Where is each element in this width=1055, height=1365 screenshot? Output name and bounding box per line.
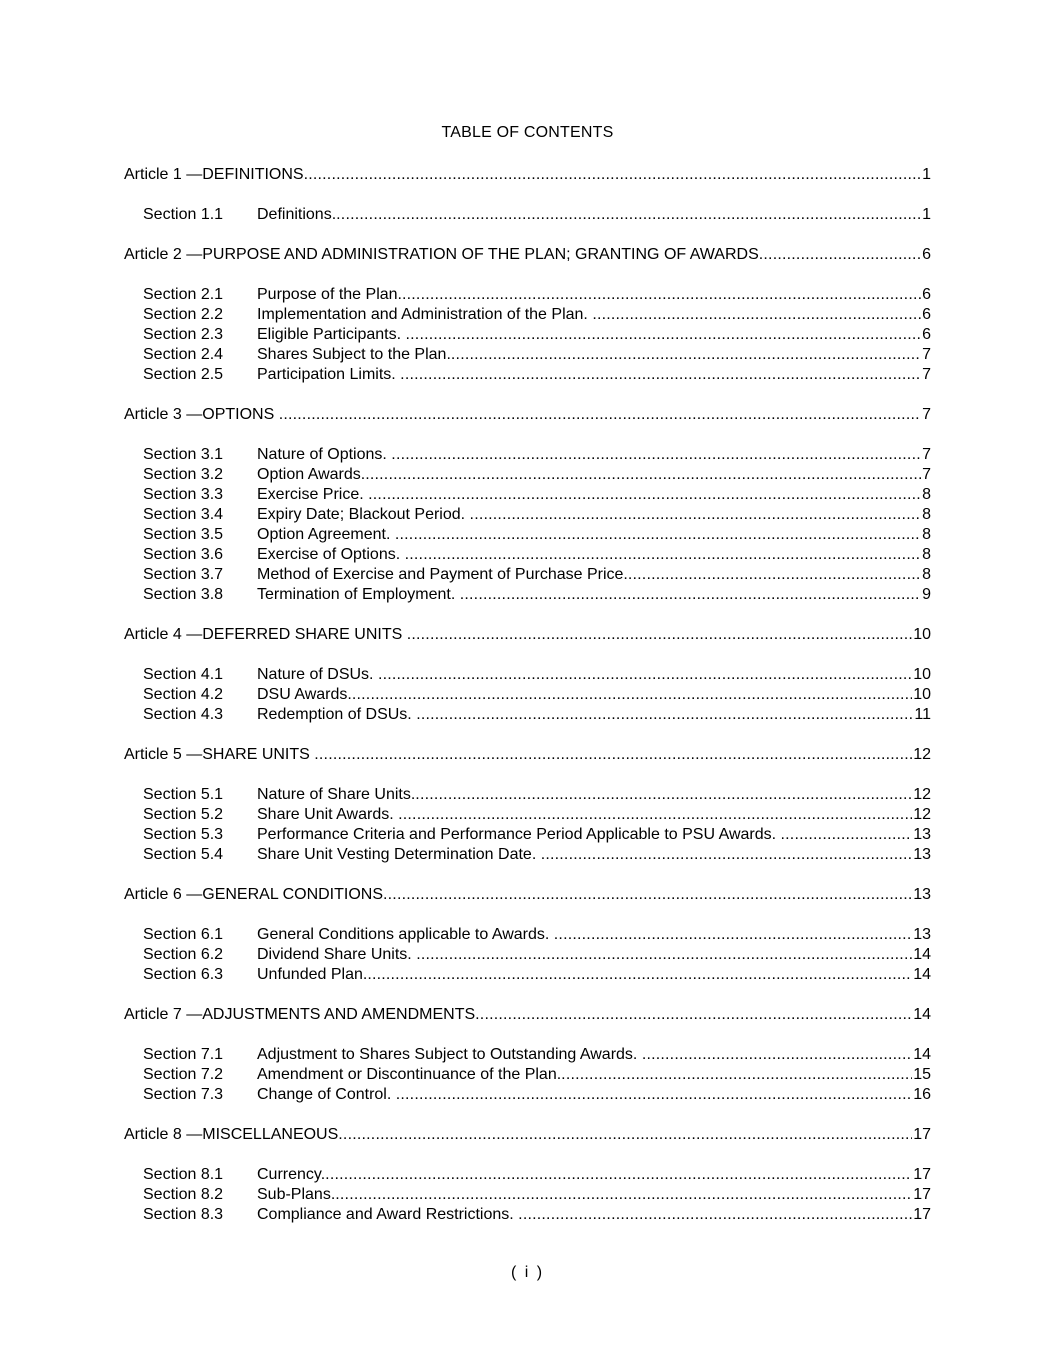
dot-leader bbox=[416, 945, 912, 965]
toc-section-entry[interactable] bbox=[124, 1165, 931, 1185]
page-number: 6 bbox=[922, 286, 931, 303]
section-number: Section 6.1 bbox=[143, 926, 224, 943]
toc-section-entry[interactable] bbox=[124, 1085, 931, 1105]
dot-leader bbox=[335, 1185, 912, 1205]
toc-section-entry[interactable] bbox=[124, 505, 931, 525]
dot-leader bbox=[400, 365, 921, 385]
page-number: 8 bbox=[922, 506, 931, 523]
dot-leader bbox=[561, 1065, 912, 1085]
section-list bbox=[124, 1045, 931, 1105]
dot-leader bbox=[759, 245, 921, 265]
toc-section-entry[interactable] bbox=[124, 565, 931, 585]
page-number: 13 bbox=[913, 846, 931, 863]
page-number: 8 bbox=[922, 566, 931, 583]
section-number: Section 8.3 bbox=[143, 1206, 224, 1223]
toc-article-entry[interactable] bbox=[124, 405, 931, 425]
toc-article-entry[interactable] bbox=[124, 885, 931, 905]
section-list bbox=[124, 445, 931, 605]
section-number: Section 1.1 bbox=[143, 206, 224, 223]
dot-leader bbox=[325, 1165, 912, 1185]
article-title: Article 2 —PURPOSE AND ADMINISTRATION OF THE PLAN; GRANTING OF AWARDS bbox=[124, 246, 759, 263]
page-number: 17 bbox=[913, 1166, 931, 1183]
section-title: Definitions. bbox=[257, 206, 337, 223]
section-title: Method of Exercise and Payment of Purchase Price. bbox=[257, 566, 628, 583]
dot-leader bbox=[383, 885, 912, 905]
section-number: Section 3.4 bbox=[143, 506, 224, 523]
page-number: 8 bbox=[922, 546, 931, 563]
section-list bbox=[124, 285, 931, 385]
toc-article-entry[interactable] bbox=[124, 245, 931, 265]
toc-article-entry[interactable] bbox=[124, 1125, 931, 1145]
dot-leader bbox=[368, 485, 921, 505]
toc-section-entry[interactable] bbox=[124, 445, 931, 465]
article-title: Article 8 —MISCELLANEOUS bbox=[124, 1126, 339, 1143]
section-title: General Conditions applicable to Awards. bbox=[257, 926, 554, 943]
toc-section-entry[interactable] bbox=[124, 465, 931, 485]
page-number: 6 bbox=[922, 306, 931, 323]
section-title: Sub-Plans. bbox=[257, 1186, 336, 1203]
page-number: 13 bbox=[913, 886, 931, 903]
dot-leader bbox=[367, 965, 912, 985]
dot-leader bbox=[415, 785, 912, 805]
section-number: Section 6.3 bbox=[143, 966, 224, 983]
page-number: 8 bbox=[922, 486, 931, 503]
section-number: Section 2.3 bbox=[143, 326, 224, 343]
page-number: 6 bbox=[922, 246, 931, 263]
section-list bbox=[124, 785, 931, 865]
section-number: Section 8.1 bbox=[143, 1166, 224, 1183]
section-number: Section 2.5 bbox=[143, 366, 224, 383]
section-number: Section 4.3 bbox=[143, 706, 224, 723]
section-title: Currency. bbox=[257, 1166, 326, 1183]
page-number: 7 bbox=[922, 366, 931, 383]
page-number: 12 bbox=[913, 746, 931, 763]
toc-section-entry[interactable] bbox=[124, 285, 931, 305]
dot-leader bbox=[470, 505, 922, 525]
section-list bbox=[124, 665, 931, 725]
section-number: Section 7.3 bbox=[143, 1086, 224, 1103]
section-title: DSU Awards. bbox=[257, 686, 352, 703]
table-of-contents bbox=[124, 165, 931, 1245]
section-title: Change of Control. bbox=[257, 1086, 396, 1103]
section-title: Compliance and Award Restrictions. bbox=[257, 1206, 519, 1223]
dot-leader bbox=[642, 1045, 912, 1065]
section-number: Section 2.2 bbox=[143, 306, 224, 323]
dot-leader bbox=[365, 465, 921, 485]
page-number: 7 bbox=[922, 346, 931, 363]
toc-section-entry[interactable] bbox=[124, 545, 931, 565]
dot-leader bbox=[396, 1085, 912, 1105]
page-number: 7 bbox=[922, 446, 931, 463]
section-title: Share Unit Awards. bbox=[257, 806, 399, 823]
dot-leader bbox=[391, 445, 921, 465]
toc-section-entry[interactable] bbox=[124, 1185, 931, 1205]
page-number: 10 bbox=[913, 626, 931, 643]
toc-section-entry[interactable] bbox=[124, 1205, 931, 1225]
section-title: Amendment or Discontinuance of the Plan. bbox=[257, 1066, 562, 1083]
toc-section-entry[interactable] bbox=[124, 705, 931, 725]
article-title: Article 1 —DEFINITIONS bbox=[124, 166, 304, 183]
page-number: 1 bbox=[922, 206, 931, 223]
page-number: 1 bbox=[922, 166, 931, 183]
page-number: 8 bbox=[922, 526, 931, 543]
dot-leader bbox=[416, 705, 913, 725]
toc-section-entry[interactable] bbox=[124, 925, 931, 945]
article-title: Article 5 —SHARE UNITS bbox=[124, 746, 315, 763]
page-number: 10 bbox=[913, 666, 931, 683]
dot-leader bbox=[451, 345, 921, 365]
page-number: 9 bbox=[922, 586, 931, 603]
dot-leader bbox=[781, 825, 913, 845]
toc-section-entry[interactable] bbox=[124, 685, 931, 705]
dot-leader bbox=[338, 1125, 912, 1145]
dot-leader bbox=[518, 1205, 912, 1225]
section-number: Section 3.7 bbox=[143, 566, 224, 583]
page-number: 13 bbox=[913, 926, 931, 943]
section-title: Adjustment to Shares Subject to Outstanding Awards. bbox=[257, 1046, 642, 1063]
section-number: Section 4.2 bbox=[143, 686, 224, 703]
page-number: 15 bbox=[913, 1066, 931, 1083]
toc-section-entry[interactable] bbox=[124, 205, 931, 225]
page-number: 7 bbox=[922, 466, 931, 483]
dot-leader bbox=[395, 525, 921, 545]
section-title: Eligible Participants. bbox=[257, 326, 406, 343]
section-title: Termination of Employment. bbox=[257, 586, 460, 603]
section-title: Unfunded Plan. bbox=[257, 966, 368, 983]
dot-leader bbox=[314, 745, 912, 765]
dot-leader bbox=[475, 1005, 912, 1025]
section-number: Section 6.2 bbox=[143, 946, 224, 963]
section-list bbox=[124, 925, 931, 985]
toc-section-entry[interactable] bbox=[124, 325, 931, 345]
toc-section-entry[interactable] bbox=[124, 305, 931, 325]
section-title: Exercise Price. bbox=[257, 486, 369, 503]
section-number: Section 2.1 bbox=[143, 286, 224, 303]
section-number: Section 3.8 bbox=[143, 586, 224, 603]
section-title: Redemption of DSUs. bbox=[257, 706, 417, 723]
toc-article-entry[interactable] bbox=[124, 1005, 931, 1025]
section-number: Section 3.6 bbox=[143, 546, 224, 563]
page-number: 10 bbox=[913, 686, 931, 703]
page-number: 7 bbox=[922, 406, 931, 423]
dot-leader bbox=[405, 545, 921, 565]
section-number: Section 5.3 bbox=[143, 826, 224, 843]
section-title: Dividend Share Units. bbox=[257, 946, 417, 963]
article-title: Article 3 —OPTIONS bbox=[124, 406, 279, 423]
section-number: Section 5.2 bbox=[143, 806, 224, 823]
section-title: Shares Subject to the Plan. bbox=[257, 346, 451, 363]
dot-leader bbox=[406, 325, 922, 345]
section-list bbox=[124, 1165, 931, 1225]
section-number: Section 7.2 bbox=[143, 1066, 224, 1083]
dot-leader bbox=[541, 845, 913, 865]
dot-leader bbox=[378, 665, 912, 685]
section-title: Implementation and Administration of the Plan. bbox=[257, 306, 593, 323]
section-title: Option Awards. bbox=[257, 466, 366, 483]
toc-article-entry[interactable] bbox=[124, 625, 931, 645]
page-number: 12 bbox=[913, 806, 931, 823]
page-number: 16 bbox=[913, 1086, 931, 1103]
toc-section-entry[interactable] bbox=[124, 965, 931, 985]
page-number-footer: ( i ) bbox=[510, 1264, 545, 1281]
dot-leader bbox=[398, 805, 912, 825]
toc-section-entry[interactable] bbox=[124, 345, 931, 365]
article-title: Article 6 —GENERAL CONDITIONS bbox=[124, 886, 384, 903]
toc-section-entry[interactable] bbox=[124, 945, 931, 965]
page-number: 11 bbox=[914, 706, 931, 723]
dot-leader bbox=[402, 285, 921, 305]
page-number: 17 bbox=[913, 1186, 931, 1203]
section-title: Nature of Share Units. bbox=[257, 786, 416, 803]
toc-section-entry[interactable] bbox=[124, 1065, 931, 1085]
page-number: 14 bbox=[913, 1046, 931, 1063]
dot-leader bbox=[460, 585, 921, 605]
section-title: Nature of Options. bbox=[257, 446, 392, 463]
page-number: 14 bbox=[913, 1006, 931, 1023]
toc-section-entry[interactable] bbox=[124, 485, 931, 505]
toc-title: TABLE OF CONTENTS bbox=[441, 124, 614, 141]
section-number: Section 4.1 bbox=[143, 666, 224, 683]
dot-leader bbox=[352, 685, 912, 705]
dot-leader bbox=[628, 565, 921, 585]
section-list bbox=[124, 205, 931, 225]
section-title: Participation Limits. bbox=[257, 366, 401, 383]
dot-leader bbox=[592, 305, 921, 325]
article-title: Article 4 —DEFERRED SHARE UNITS bbox=[124, 626, 407, 643]
section-title: Share Unit Vesting Determination Date. bbox=[257, 846, 541, 863]
section-title: Expiry Date; Blackout Period. bbox=[257, 506, 470, 523]
section-number: Section 7.1 bbox=[143, 1046, 224, 1063]
dot-leader bbox=[336, 205, 921, 225]
page-number: 6 bbox=[922, 326, 931, 343]
section-title: Performance Criteria and Performance Period Applicable to PSU Awards. bbox=[257, 826, 781, 843]
page-number: 12 bbox=[913, 786, 931, 803]
section-number: Section 3.3 bbox=[143, 486, 224, 503]
page-number: 14 bbox=[913, 966, 931, 983]
toc-section-entry[interactable] bbox=[124, 585, 931, 605]
toc-section-entry[interactable] bbox=[124, 785, 931, 805]
toc-section-entry[interactable] bbox=[124, 805, 931, 825]
dot-leader bbox=[407, 625, 912, 645]
section-title: Option Agreement. bbox=[257, 526, 395, 543]
article-title: Article 7 —ADJUSTMENTS AND AMENDMENTS bbox=[124, 1006, 476, 1023]
section-title: Purpose of the Plan. bbox=[257, 286, 402, 303]
toc-section-entry[interactable] bbox=[124, 825, 931, 845]
toc-article-entry[interactable] bbox=[124, 165, 931, 185]
toc-section-entry[interactable] bbox=[124, 665, 931, 685]
toc-article-entry[interactable] bbox=[124, 745, 931, 765]
section-number: Section 3.1 bbox=[143, 446, 224, 463]
section-title: Exercise of Options. bbox=[257, 546, 405, 563]
section-number: Section 5.1 bbox=[143, 786, 224, 803]
dot-leader bbox=[279, 405, 921, 425]
page-number: 13 bbox=[913, 826, 931, 843]
section-number: Section 3.2 bbox=[143, 466, 224, 483]
section-number: Section 8.2 bbox=[143, 1186, 224, 1203]
section-number: Section 3.5 bbox=[143, 526, 224, 543]
page-number: 14 bbox=[913, 946, 931, 963]
page-number: 17 bbox=[913, 1206, 931, 1223]
toc-section-entry[interactable] bbox=[124, 365, 931, 385]
toc-section-entry[interactable] bbox=[124, 525, 931, 545]
section-number: Section 5.4 bbox=[143, 846, 224, 863]
dot-leader bbox=[554, 925, 912, 945]
toc-section-entry[interactable] bbox=[124, 1045, 931, 1065]
section-title: Nature of DSUs. bbox=[257, 666, 378, 683]
dot-leader bbox=[304, 165, 922, 185]
section-number: Section 2.4 bbox=[143, 346, 224, 363]
page-number: 17 bbox=[913, 1126, 931, 1143]
toc-section-entry[interactable] bbox=[124, 845, 931, 865]
